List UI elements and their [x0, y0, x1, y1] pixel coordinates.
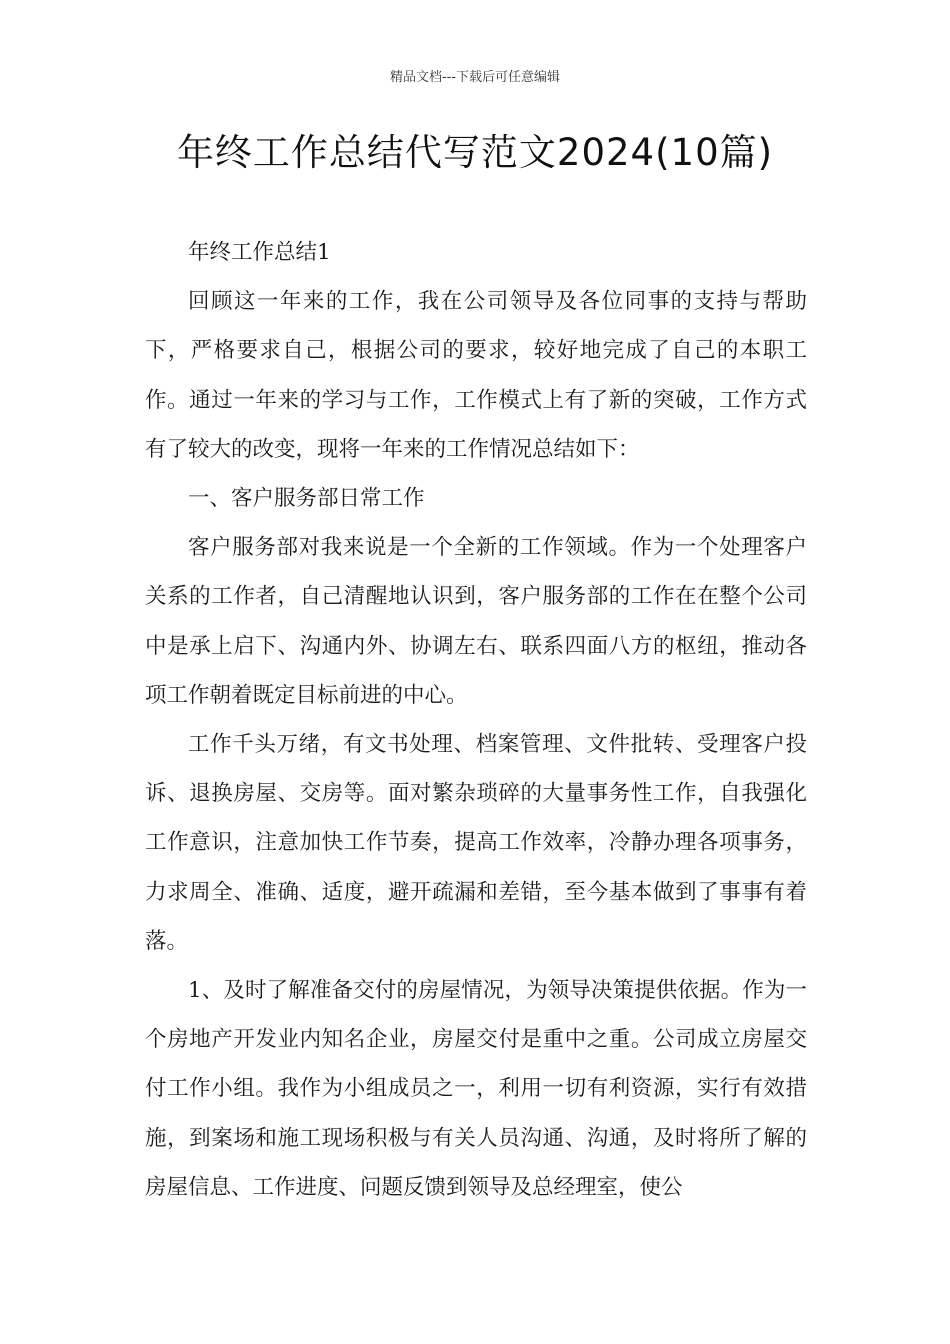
paragraph: 1、及时了解准备交付的房屋情况，为领导决策提供依据。作为一个房地产开发业内知名企业，房屋交付是重中之重。公司成立房屋交付工作小组。我作为小组成员之一，利用一切有利资源，实行有效措施，到案场和施工现场积极与有关人员沟通、沟通，及时将所了解的房屋信息、工作进度、问题反馈到领导及总经理室，使公	[145, 978, 807, 1200]
document-body	[145, 228, 807, 1212]
section-heading: 一、客户服务部日常工作	[188, 486, 425, 512]
paragraph: 客户服务部对我来说是一个全新的工作领域。作为一个处理客户关系的工作者，自己清醒地认识到，客户服务部的工作在在整个公司中是承上启下、沟通内外、协调左右、联系四面八方的枢纽，推动各项工作朝着既定目标前进的中心。	[145, 535, 807, 708]
section-heading: 年终工作总结1	[188, 240, 331, 265]
paragraph: 工作千头万绪，有文书处理、档案管理、文件批转、受理客户投诉、退换房屋、交房等。面对繁杂琐碎的大量事务性工作，自我强化工作意识，注意加快工作节奏，提高工作效率，冷静办理各项事务，力求周全、准确、适度，避开疏漏和差错，至今基本做到了事事有着落。	[145, 732, 807, 954]
header-note: 精品文档---下载后可任意编辑	[389, 70, 561, 85]
document-title: 年终工作总结代写范文2024(10篇)	[176, 131, 774, 174]
paragraph: 回顾这一年来的工作，我在公司领导及各位同事的支持与帮助下，严格要求自己，根据公司的要求，较好地完成了自己的本职工作。通过一年来的学习与工作，工作模式上有了新的突破，工作方式有了较大的改变，现将一年来的工作情况总结如下：	[145, 289, 807, 462]
